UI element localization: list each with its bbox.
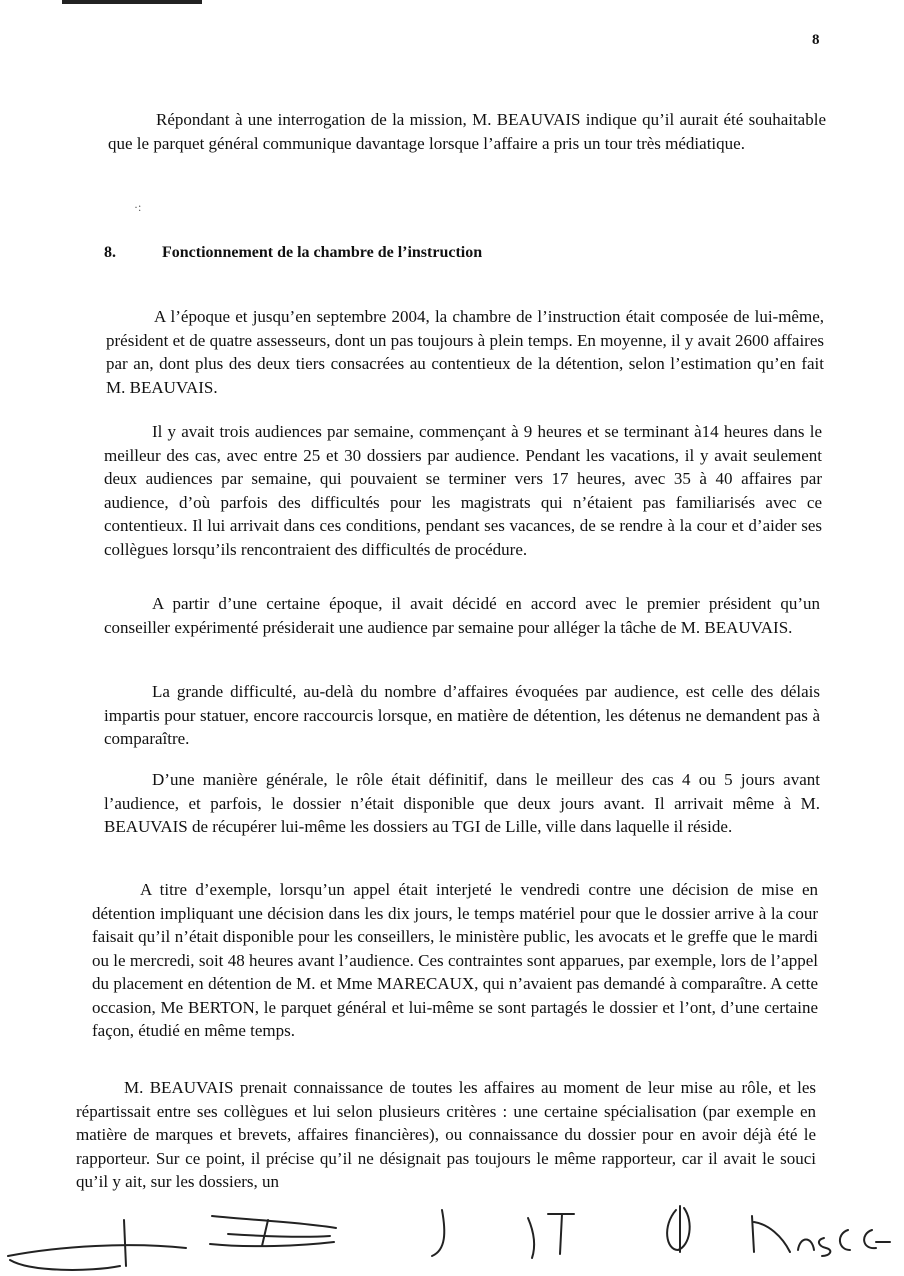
- paragraph-4: A partir d’une certaine époque, il avait décidé en accord avec le premier président qu’un conseiller expérimenté présiderait une audience par semaine pour alléger la tâche de M. BEAUVAIS.: [104, 594, 820, 637]
- paragraph-2: A l’époque et jusqu’en septembre 2004, la chambre de l’instruction était composée de lui-même, président et de quatre assesseurs, dont un pas toujours à plein temps. En moyenne, il y avait 2600 affaires par an, dont plus des deux tiers consacrées au contentieux de la détention, selon l’estimation qu’en fait M. BEAUVAIS.: [106, 307, 824, 397]
- signature-stroke: [752, 1216, 790, 1252]
- signature-stroke: [548, 1214, 574, 1254]
- paragraph-5: La grande difficulté, au-delà du nombre d’affaires évoquées par audience, est celle des délais impartis pour statuer, encore raccourcis lorsque, en matière de détention, les détenus ne demandent pas à comparaître.: [104, 682, 820, 748]
- page-number: 8: [812, 32, 820, 48]
- paragraph-3: Il y avait trois audiences par semaine, commençant à 9 heures et se terminant à14 heures dans le meilleur des cas, avec entre 25 et 30 dossiers par audience. Pendant les vacations, il y avait seulement deux audiences par semaine, qui pouvaient se terminer vers 17 heures, avec 35 à 40 affaires par audience, d’où parfois des difficultés pour les magistrats qui n’étaient pas familiarisés avec ce contentieux. Il lui arrivait dans ces conditions, pendant ses vacances, de se rendre à la cour et d’aider ses collègues lorsqu’ils rencontraient des difficultés de procédure.: [104, 422, 822, 559]
- signature-stroke: [228, 1234, 330, 1237]
- paragraph-6: D’une manière générale, le rôle était définitif, dans le meilleur des cas 4 ou 5 jours avant l’audience, et parfois, le dossier n’était disponible que deux jours avant. Il arrivait même à M. BEAUVAIS de récupérer lui-même les dossiers au TGI de Lille, ville dans laquelle il réside.: [104, 770, 820, 836]
- signature-stroke: [262, 1220, 268, 1246]
- signature-stroke: [8, 1245, 186, 1256]
- section-number: 8.: [104, 244, 116, 261]
- scan-edge-mark: [62, 0, 202, 4]
- handwritten-initials: [0, 1180, 904, 1276]
- signature-stroke: [667, 1208, 690, 1250]
- paragraph-8: M. BEAUVAIS prenait connaissance de toutes les affaires au moment de leur mise au rôle, et les répartissait entre ses collègues et lui selon plusieurs critères : une certaine spécialisation (par exemple en matière de marques et brevets, affaires financières), ou connaissance du dossier pour en avoir déjà été le rapporteur. Sur ce point, il précise qu’il ne désignait pas toujours le même rapporteur, car il avait le souci qu’il y ait, sur les dossiers, un: [76, 1078, 816, 1191]
- signature-stroke: [528, 1218, 534, 1258]
- signature-stroke: [10, 1260, 120, 1270]
- signature-stroke: [798, 1238, 830, 1256]
- signature-stroke: [432, 1210, 444, 1256]
- section-title: Fonctionnement de la chambre de l’instruction: [162, 244, 483, 261]
- signature-stroke: [124, 1220, 126, 1266]
- scan-speck: ·:: [134, 200, 142, 214]
- signature-stroke: [212, 1216, 336, 1228]
- paragraph-1: Répondant à une interrogation de la mission, M. BEAUVAIS indique qu’il aurait été souhaitable que le parquet général communique davantage lorsque l’affaire a pris un tour très médiatique.: [108, 110, 826, 153]
- signature-stroke: [840, 1230, 890, 1250]
- signature-stroke: [210, 1242, 334, 1246]
- section-heading: [104, 244, 482, 262]
- paragraph-7: A titre d’exemple, lorsqu’un appel était interjeté le vendredi contre une décision de mise en détention impliquant une décision dans les dix jours, le temps matériel pour que le dossier arrive à la cour faisait qu’il n’était disponible pour les conseillers, le ministère public, les avocats et le greffe que le mardi ou le mercredi, soit 48 heures avant l’audience. Ces contraintes sont apparues, par exemple, lors de l’appel du placement en détention de M. et Mme MARECAUX, qui n’avaient pas demandé à comparaître. A cette occasion, Me BERTON, le parquet général et lui-même se sont partagés le dossier et l’ont, d’une certaine façon, étudié en même temps.: [92, 880, 818, 1040]
